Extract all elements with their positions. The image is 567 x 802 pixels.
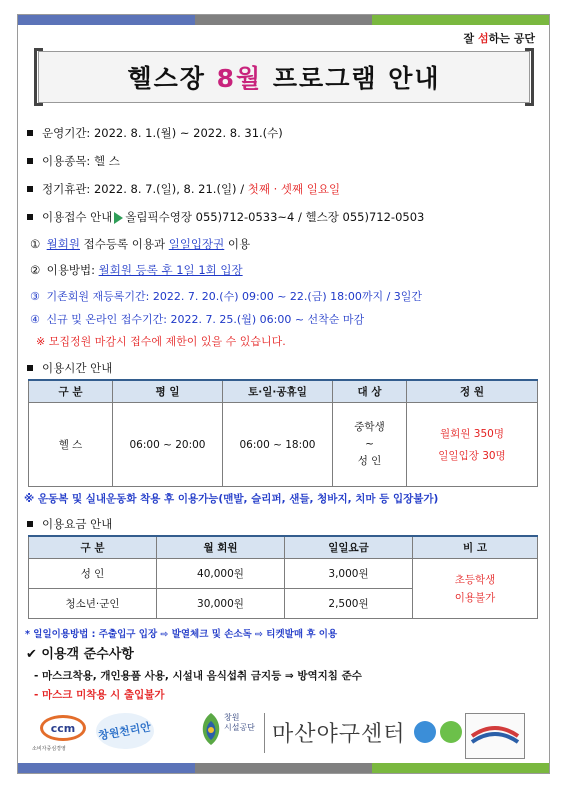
- fees-cell-monthly: 30,000원: [157, 589, 285, 619]
- cheonryeon-logo: 창원천리안: [96, 713, 154, 749]
- fees-cell-monthly: 40,000원: [157, 559, 285, 589]
- green-arrow-icon: [114, 212, 123, 224]
- hours-header-weekday: 평 일: [113, 380, 223, 403]
- ccm-logo-caption: 소비자중심경영: [32, 746, 66, 752]
- fees-header-monthly: 월 회원: [157, 536, 285, 559]
- hours-cell-weekday: 06:00 ~ 20:00: [113, 403, 223, 487]
- slogan: 잘 섬하는 공단: [463, 32, 535, 45]
- note-3: ③ 기존회원 재등록기간: 2022. 7. 20.(수) 09:00 ~ 22.(금) 18:00까지 / 3일간: [30, 290, 423, 303]
- fees-cell-daily: 2,500원: [285, 589, 413, 619]
- logo-strip: [18, 707, 549, 769]
- bottom-color-bar: [18, 763, 549, 773]
- mascot-icon: [440, 721, 462, 743]
- fees-heading: 이용요금 안내: [27, 516, 112, 532]
- changwon-emblem-icon: [196, 711, 226, 755]
- hours-note: ※ 운동복 및 실내운동화 착용 후 이용가능(맨발, 슬리퍼, 샌들, 청바지, 치마 등 입장불가): [24, 493, 439, 505]
- note-2: ② 이용방법: 월회원 등록 후 1일 1회 입장: [30, 263, 243, 277]
- fees-header-kind: 구 분: [29, 536, 157, 559]
- hours-header-weekend: 토·일·공휴일: [223, 380, 333, 403]
- fees-cell-kind: 청소년·군인: [29, 589, 157, 619]
- hours-cell-kind: 헬 스: [29, 403, 113, 487]
- rule-2: - 마스크 미착용 시 출입불가: [34, 689, 165, 701]
- note-1: ① 월회원 접수등록 이용과 일일입장권 이용: [30, 237, 251, 251]
- notice-page: [17, 14, 550, 774]
- fees-cell-kind: 성 인: [29, 559, 157, 589]
- top-color-bar: [18, 15, 549, 25]
- title-box: [38, 51, 530, 103]
- rule-1: - 마스크착용, 개인용품 사용, 시설내 음식섭취 금지등 ⇒ 방역지침 준수: [34, 670, 362, 682]
- page-title: 헬스장 8월 프로그램 안내: [127, 64, 441, 93]
- info-contact: 이용접수 안내 올림픽수영장 055)712-0533~4 / 헬스장 055)712-0503: [27, 209, 424, 225]
- fees-cell-remark: 초등학생 이용불가: [413, 559, 538, 619]
- mascot-icon: [414, 721, 436, 743]
- fees-header-remark: 비 고: [413, 536, 538, 559]
- logo-divider: [264, 713, 265, 753]
- info-item: 이용종목: 헬 스: [27, 153, 120, 169]
- fees-header-daily: 일일요금: [285, 536, 413, 559]
- info-period: 운영기간: 2022. 8. 1.(월) ~ 2022. 8. 31.(수): [27, 125, 283, 141]
- hours-cell-weekend: 06:00 ~ 18:00: [223, 403, 333, 487]
- hours-heading: 이용시간 안내: [27, 360, 112, 376]
- info-closed: 정기휴관: 2022. 8. 7.(일), 8. 21.(일) / 첫째 · 셋째 일요일: [27, 181, 340, 197]
- changwon-corp-name: 창원 시설공단: [224, 713, 255, 732]
- hours-header-kind: 구 분: [29, 380, 113, 403]
- rules-heading: ✔ 이용객 준수사항: [26, 647, 134, 662]
- hours-table: [28, 379, 538, 487]
- fees-cell-daily: 3,000원: [285, 559, 413, 589]
- fees-table: [28, 535, 538, 619]
- hours-header-target: 대 상: [333, 380, 407, 403]
- daily-usage-note: * 일일이용방법 : 주출입구 입장 ⇨ 발열체크 및 손소독 ⇨ 티켓발매 후 이용: [25, 629, 338, 640]
- note-warning: ※ 모집정원 마감시 접수에 제한이 있을 수 있습니다.: [36, 335, 286, 348]
- hours-header-capacity: 정 원: [407, 380, 538, 403]
- hours-cell-capacity: 월회원 350명 일일입장 30명: [407, 403, 538, 487]
- masan-baseball-center-logo: 마산야구센터: [272, 722, 406, 747]
- hours-cell-target: 중학생 ~ 성 인: [333, 403, 407, 487]
- note-4: ④ 신규 및 온라인 접수기간: 2022. 7. 25.(월) 06:00 ~ 선착순 마감: [30, 313, 365, 326]
- ccm-logo: ccm: [40, 715, 86, 741]
- flag-emblem-icon: [465, 713, 525, 759]
